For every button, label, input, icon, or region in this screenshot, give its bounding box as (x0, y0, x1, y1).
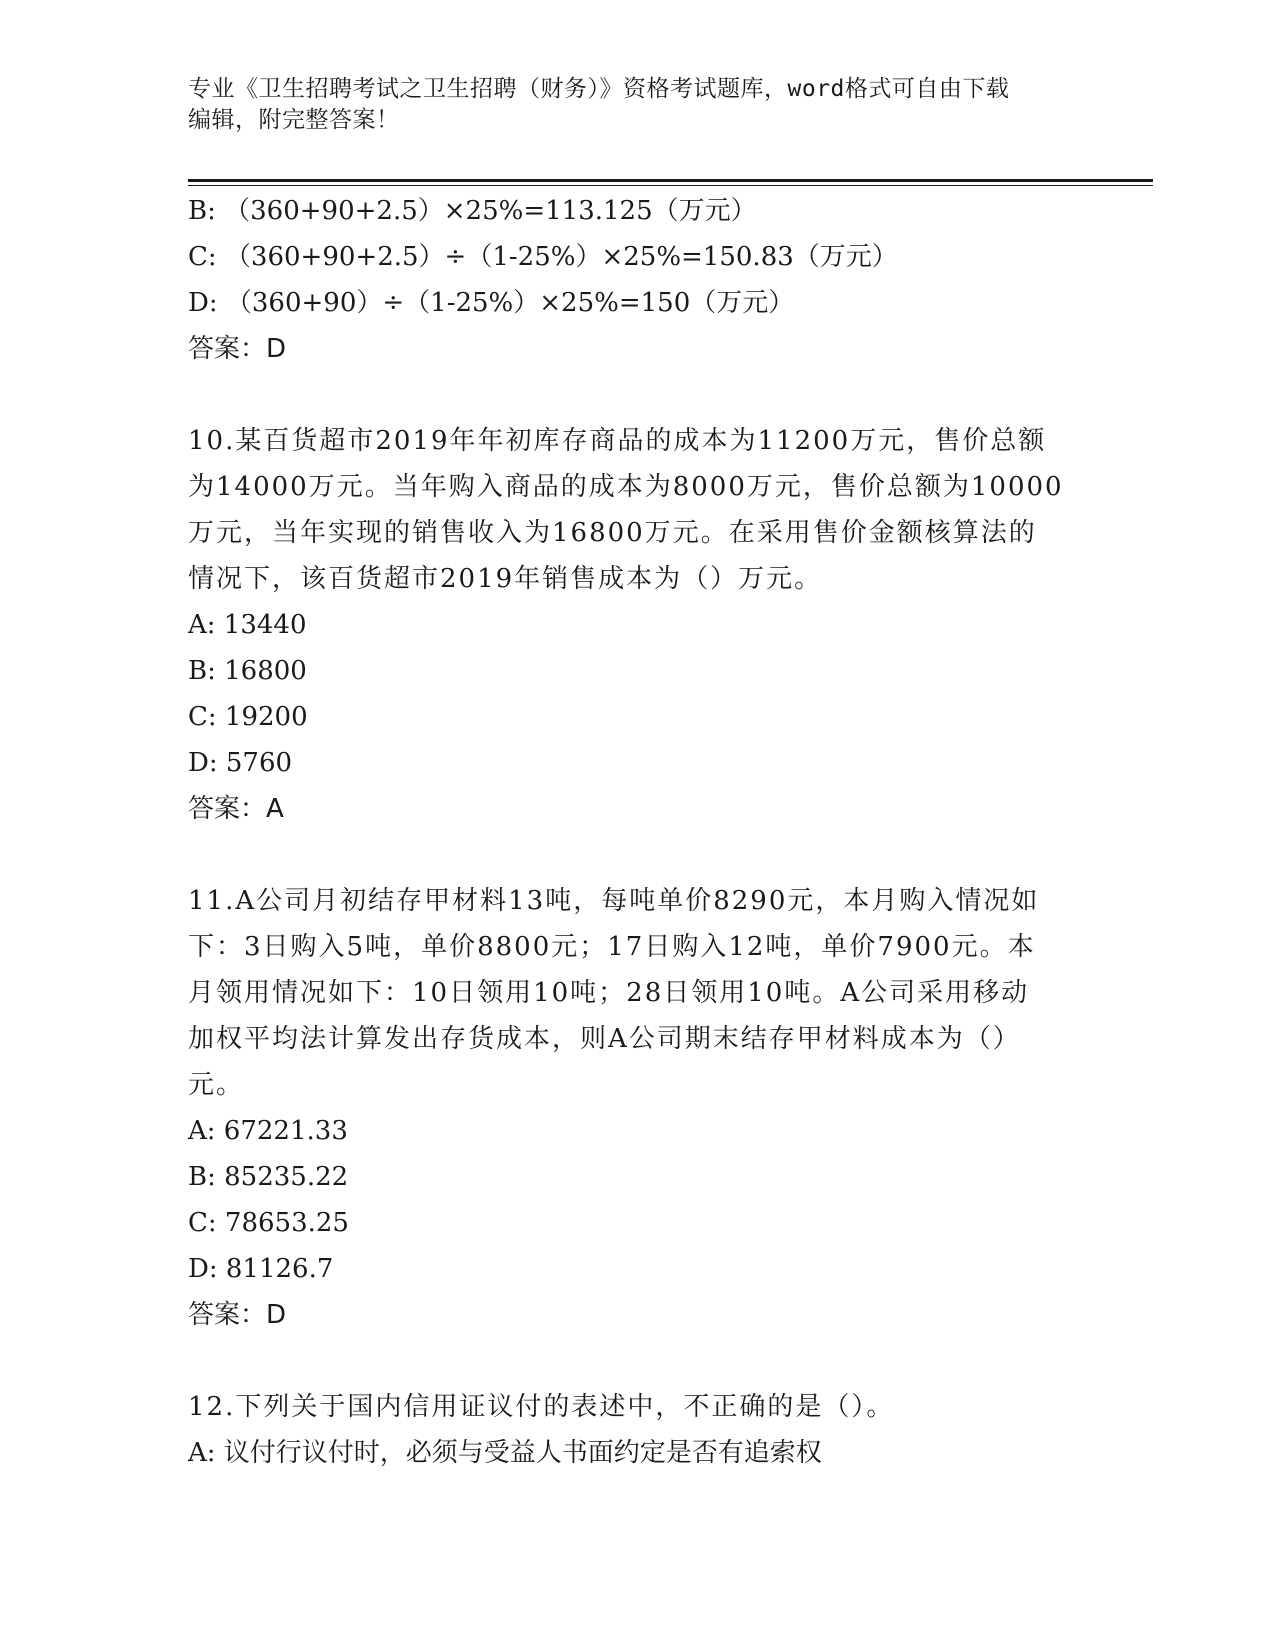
option-a: A: 67221.33 (188, 1116, 348, 1146)
question-text-line: 加权平均法计算发出存货成本，则A公司期末结存甲材料成本为（） (188, 1024, 1021, 1054)
option-b: B: 85235.22 (188, 1162, 349, 1192)
option-c: C: （360+90+2.5）÷（1-25%）×25%=150.83（万元） (188, 242, 898, 272)
option-d: D: 81126.7 (188, 1254, 334, 1284)
header-title-line-1: 专业《卫生招聘考试之卫生招聘（财务）》资格考试题库，word格式可自由下载 (188, 76, 1010, 102)
question-text-line: 11.A公司月初结存甲材料13吨，每吨单价8290元，本月购入情况如 (188, 886, 1040, 916)
option-c: C: 78653.25 (188, 1208, 349, 1238)
page-header (188, 74, 1068, 136)
header-title-line-2: 编辑，附完整答案！ (188, 107, 400, 133)
question-12 (188, 1384, 1088, 1476)
question-content (188, 188, 1088, 1476)
question-text-line: 12.下列关于国内信用证议付的表述中，不正确的是（）。 (188, 1392, 895, 1422)
question-text-line: 万元，当年实现的销售收入为16800万元。在采用售价金额核算法的 (188, 518, 1037, 548)
spacer (188, 372, 1088, 418)
option-a: A: 议付行议付时，必须与受益人书面约定是否有追索权 (188, 1438, 822, 1468)
option-a: A: 13440 (188, 610, 307, 640)
question-text-line: 情况下，该百货超市2019年销售成本为（）万元。 (188, 564, 823, 594)
option-d: D: 5760 (188, 748, 293, 778)
question-text-line: 10.某百货超市2019年年初库存商品的成本为11200万元，售价总额 (188, 426, 1047, 456)
question-text-line: 为14000万元。当年购入商品的成本为8000万元，售价总额为10000 (188, 472, 1064, 502)
option-d: D: （360+90）÷（1-25%）×25%=150（万元） (188, 288, 795, 318)
question-text-line: 下：3日购入5吨，单价8800元；17日购入12吨，单价7900元。本 (188, 932, 1036, 962)
spacer (188, 832, 1088, 878)
answer-line: 答案：D (188, 1300, 287, 1330)
question-text-line: 元。 (188, 1070, 245, 1100)
option-b: B: 16800 (188, 656, 307, 686)
answer-line: 答案：A (188, 794, 284, 824)
header-rule (188, 179, 1153, 182)
answer-line: 答案：D (188, 334, 287, 364)
question-9-tail (188, 188, 1088, 372)
question-10 (188, 418, 1088, 832)
spacer (188, 1338, 1088, 1384)
question-text-line: 月领用情况如下：10日领用10吨；28日领用10吨。A公司采用移动 (188, 978, 1030, 1008)
option-c: C: 19200 (188, 702, 308, 732)
option-b: B: （360+90+2.5）×25%=113.125（万元） (188, 196, 757, 226)
question-11 (188, 878, 1088, 1338)
header-rule-thin (188, 185, 1153, 186)
